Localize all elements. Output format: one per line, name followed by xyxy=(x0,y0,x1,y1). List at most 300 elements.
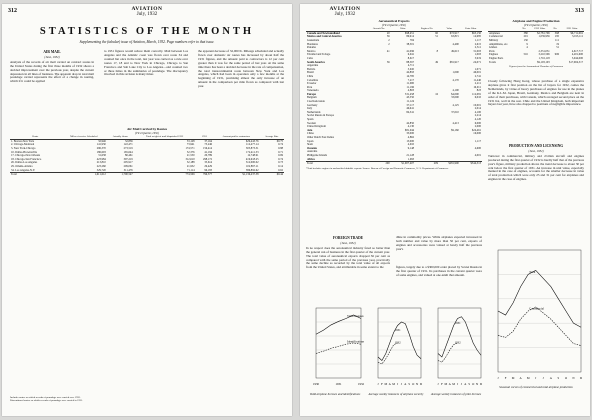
table-sub: (First Quarter, 1932) xyxy=(382,23,406,27)
air-mail-column-2 xyxy=(104,50,188,77)
table-cell: $0.75 xyxy=(276,139,283,143)
chart-caption: Valid airplane licenses and identifications xyxy=(309,392,361,396)
table-cell: United Kingdom xyxy=(307,125,326,129)
table-cell: 37,164 xyxy=(204,139,213,143)
table-cell: 4,617,717 xyxy=(571,49,583,53)
table-cell: South America xyxy=(307,60,325,64)
table-cell: 4,100 xyxy=(474,110,481,114)
chart-caption: Seasonal curves of commercial and total airplane production xyxy=(499,385,573,389)
plot-frame xyxy=(498,250,581,372)
table-cell: 296,370 xyxy=(96,146,106,150)
table-cell: 51 xyxy=(435,35,438,39)
x-tick-label: S xyxy=(408,382,411,386)
table-cell: 312,610 xyxy=(185,157,195,161)
table-cell: Chile xyxy=(307,74,314,78)
table-cell: 21,952 xyxy=(186,164,195,168)
table-cell: Venezuela xyxy=(307,89,319,93)
table-cell: Czechoslovakia xyxy=(307,100,325,104)
x-tick-label: S xyxy=(468,382,471,386)
table-cell: $9,160 xyxy=(451,128,459,132)
column-header: Parts Value xyxy=(460,27,482,31)
series-label: Commercial xyxy=(529,306,545,311)
table-cell: Total xyxy=(307,162,313,166)
table-cell: 7,217 xyxy=(407,78,415,82)
table-cell: 24,071 xyxy=(473,60,481,64)
chart-0 xyxy=(306,304,364,408)
table-cell: 46,001 xyxy=(473,71,481,75)
table-cell: 368 xyxy=(554,31,559,35)
air-mail-column-3 xyxy=(198,50,284,89)
table-cell: 20 xyxy=(386,31,390,35)
column-header: Value xyxy=(391,27,415,31)
x-tick-label: D xyxy=(419,382,423,386)
table-cell: 6,941 xyxy=(407,53,415,57)
table-cell: $17,004,517 xyxy=(569,60,583,64)
table-cell: 1,093 xyxy=(407,157,415,161)
table-cell: 2,000 xyxy=(474,125,481,129)
table-cell: 35,614 xyxy=(204,161,213,165)
column-header: Aircraft No. xyxy=(367,27,391,31)
table-cell: 205,917 xyxy=(123,161,133,165)
table-cell: 130 xyxy=(523,38,528,42)
table-cell: 19 xyxy=(556,42,559,46)
table-cell: 16,000 xyxy=(473,132,481,136)
table-cell: Canada and Newfoundland xyxy=(307,31,340,35)
table-cell: 0.74 xyxy=(278,143,283,147)
table-cell: 195 xyxy=(554,35,559,39)
table-cell: 18. Chicago-San Francisco xyxy=(11,157,42,161)
table-cell: 33,000 xyxy=(451,96,459,100)
x-tick-label: O xyxy=(472,382,475,386)
series-line xyxy=(316,343,361,354)
table-cell: 4,001 xyxy=(474,153,481,157)
table-cell: 3. New York-Chicago xyxy=(11,146,36,150)
chart-svg xyxy=(428,304,484,388)
table-cell: 71,114 xyxy=(187,168,195,172)
table-cell: Honduras xyxy=(307,42,318,46)
table-cell: 34. Los Angeles-N.Y. xyxy=(11,168,36,172)
foreign-trade-paragraph-2: dline in commodity prices. While airplanes exported increased in both number and value by more than 50 per cent, exports of engines and accessories were valued at barely half the previous year's xyxy=(396,235,482,251)
table-cell: Ecuador xyxy=(307,82,317,86)
table-cell: 38,501 xyxy=(406,42,415,46)
table-cell: 2 xyxy=(388,38,390,42)
table-cell: Italy xyxy=(307,107,313,111)
column-header: Average Rate xyxy=(260,135,285,139)
column-header: Engines No. xyxy=(415,27,439,31)
table-cell: 213,810 xyxy=(96,161,106,165)
table-cell: 174,571 xyxy=(185,146,195,150)
table-cell: Military xyxy=(489,38,499,42)
table-cell: 298,172 xyxy=(202,157,213,161)
foreign-trade-paragraph-3: figures, largely due to a $300,000 order placed by Soviet Russia in the first quarter of 1931. Its purchases in the current quarter were of some engines, and valued at one-tenth that amount. xyxy=(396,265,482,277)
table-cell: 156,414 xyxy=(202,146,213,150)
table-cell: 774,506 xyxy=(185,173,195,177)
table-cell: Belgium xyxy=(307,96,317,100)
table-cell: $63,150 xyxy=(471,31,481,35)
table-cell: 31,638 xyxy=(98,154,106,158)
table-cell: 2,615 xyxy=(474,42,481,46)
series-line xyxy=(498,307,581,346)
footnotes xyxy=(10,396,284,402)
table-cell: Peru xyxy=(307,85,313,89)
table-cell: 0.74 xyxy=(278,157,283,161)
table-cell: Oceania xyxy=(307,146,317,150)
table-cell: 84,341 xyxy=(406,110,415,114)
table-row xyxy=(488,61,584,65)
x-tick-label: J xyxy=(400,382,403,386)
section-heading: AIR MAIL xyxy=(43,50,61,54)
table-cell: 43,550 xyxy=(406,96,415,100)
table-cell: 56 xyxy=(386,35,390,39)
table-cell: 21,550 xyxy=(186,154,195,158)
table-cell: 386,892.62 xyxy=(245,168,259,172)
chart-caption: Average weekly instances of airplane security xyxy=(368,392,424,396)
table-cell: 63,815 xyxy=(451,35,459,39)
x-tick-label: M xyxy=(444,382,448,386)
table-cell: 4,711 xyxy=(407,64,415,68)
table-cell: Argentina xyxy=(307,64,319,68)
table-cell: 14,985 xyxy=(473,35,481,39)
table-cell: Cuba xyxy=(307,56,313,60)
table-cell: 6,010 xyxy=(474,96,481,100)
footnote: Figures from the Aeronautical Chamber of Commerce xyxy=(508,65,564,69)
table-cell: Mexico xyxy=(307,49,316,53)
table-cell: Spain xyxy=(307,118,314,122)
table-cell: 14,785 xyxy=(406,74,415,78)
x-tick-label: F xyxy=(441,382,443,386)
table-cell: 17. Chicago-New Orleans xyxy=(11,154,41,158)
column-header: Total weight of mail dispatched 1932 xyxy=(134,135,196,139)
table-cell: 1,000 xyxy=(452,71,459,75)
table-cell: 419,618.25 xyxy=(245,157,259,161)
table-cell: Mexico and Central America xyxy=(307,35,342,39)
table-cell: 5,919 xyxy=(474,56,481,60)
table-cell: Gliders xyxy=(489,46,498,50)
table-cell: 11,000 xyxy=(406,82,415,86)
series-label: 1932 xyxy=(394,340,401,345)
table-cell: Other Dutch East Indies xyxy=(307,136,334,139)
table-cell: $72,917 xyxy=(449,31,459,35)
table-cell: Trinidad and Tobago xyxy=(307,53,331,57)
table-cell: 331,458 xyxy=(404,92,415,96)
table-cell: 11,196 xyxy=(406,85,415,89)
table-cell: 32,188 xyxy=(186,161,195,165)
table-cell: 32,836 xyxy=(125,139,133,143)
table-cell: 73,941 xyxy=(186,143,195,147)
table-cell: 2. Chicago-Montreal xyxy=(11,143,35,147)
section-heading: FOREIGN TRADE xyxy=(332,236,364,240)
table-cell: 4,120 xyxy=(474,118,481,122)
column-header: Miles of service Scheduled xyxy=(61,135,107,139)
table-cell: 0.69 xyxy=(278,154,283,158)
column-header: No. xyxy=(520,27,529,31)
column-header: Value xyxy=(439,27,460,31)
page-number: 313 xyxy=(575,8,584,14)
table-cell: Netherlands xyxy=(307,110,321,114)
table-cell: 4,910 xyxy=(407,143,415,147)
x-tick-label: M xyxy=(452,382,455,386)
x-tick-label: J xyxy=(542,376,544,380)
section-heading: PRODUCTION AND LICENSING xyxy=(508,144,564,148)
x-tick-label: A xyxy=(549,376,552,380)
x-tick-label: J xyxy=(396,382,399,386)
table-caption: Airplane and Engine Production xyxy=(512,19,560,23)
series-label: Valid licenses xyxy=(347,314,364,318)
table-cell: Soviet Russia in Europe xyxy=(307,114,334,118)
table-cell: 0.88 xyxy=(278,146,283,150)
table-cell: 3,044,000 xyxy=(571,56,583,60)
table-cell: 80,461 xyxy=(125,154,133,158)
table-caption: Air Mail Carried by Routes xyxy=(126,127,168,131)
table-cell: $98,451 xyxy=(404,31,415,35)
table-cell: 0.73 xyxy=(278,161,283,165)
table-cell: 796,377 xyxy=(202,173,213,177)
table-cell: 0.14 xyxy=(278,164,283,168)
column-header: Amount paid to contractors xyxy=(213,135,259,139)
table-cell: 397,219 xyxy=(123,157,133,161)
table-cell: $0.44 xyxy=(276,173,283,177)
table-cell: Amphibians, etc. xyxy=(489,42,509,46)
column-header: 1931 Value xyxy=(560,27,584,31)
table-cell: Australia xyxy=(307,150,318,154)
table-cell: 29,429 xyxy=(204,164,213,168)
table-cell: 186,693 xyxy=(96,150,106,154)
series-line xyxy=(438,343,458,362)
table-cell: 37,117 xyxy=(406,103,415,107)
running-head xyxy=(122,7,172,17)
series-label: Identifications xyxy=(347,339,364,344)
table-cell: 1,003 xyxy=(474,53,481,57)
x-tick-label: A xyxy=(519,376,522,380)
table-cell: 73,246 xyxy=(204,143,213,147)
paragraph: Analysis of the records of air mail carried on contract routes in the United States during the first three months of 1932 shows a decided improvement over the previous year, despite the current depression in all lines of business. The apparent drop in total mail poundage carried represents the effect of a change in routing, which if it could be applied xyxy=(10,59,94,84)
table-cell: Colombia xyxy=(307,78,319,82)
table-cell: Total xyxy=(11,173,17,177)
mail-data-table xyxy=(10,135,284,177)
paragraph: Closely following Hong Kong, whose purchase of a single expensive airplane gives it first position on the list of buyers for 1932, comes the Netherlands, by virtue of heavy purchases of engines for use in the planes of the K.L.M. Japan, Brazil, Germany, Mexico and Belgium are next in order of their purchases, with Canada, which averaged second place on the 1931 list, well in the rear. Chile and the United Kingdom, both important buyers last year, have also dropped to positions of negligible importance. xyxy=(488,79,584,107)
table-cell: Airplanes xyxy=(489,31,500,35)
hong-kong-paragraph xyxy=(488,80,584,107)
table-cell: Guatemala xyxy=(307,38,320,42)
table-cell: 3,013,111 xyxy=(572,35,583,39)
series-line xyxy=(378,343,398,364)
licensing-section xyxy=(488,144,584,182)
table-cell: 516 xyxy=(523,53,528,57)
table-cell: 6,000 xyxy=(474,121,481,125)
table-cell: 26. Dallas-Los Angeles xyxy=(11,161,38,165)
chart-production xyxy=(488,246,584,396)
table-cell: $81,044 xyxy=(404,128,415,132)
mail-table xyxy=(10,128,284,177)
table-cell: 4,413 xyxy=(452,121,459,125)
table-cell: Asia xyxy=(307,128,313,132)
table-cell: $24,461 xyxy=(471,128,481,132)
table-cell: 4 xyxy=(526,46,528,50)
table-cell: 141,930 xyxy=(96,143,106,147)
total-row xyxy=(10,173,284,177)
table-cell: 4,862 xyxy=(407,136,415,139)
x-tick-label: D xyxy=(479,382,483,386)
table-cell: 4,100 xyxy=(452,89,459,93)
table-cell: 9 xyxy=(526,42,528,46)
table-cell: 112,081 xyxy=(472,92,481,96)
table-cell: 2,211 xyxy=(474,82,481,86)
footnote: Discontinued routes on which records of poundage were carried in 1931. xyxy=(10,399,83,402)
x-tick-label: A xyxy=(464,382,467,386)
table-cell: 122,471 xyxy=(123,143,133,147)
air-mail-column-1 xyxy=(10,50,94,84)
x-tick-label: N xyxy=(416,382,419,386)
table-cell: 102,897.11 xyxy=(246,164,259,168)
table-cell: 1. Boston-New York xyxy=(11,139,34,143)
table-cell: 4,201,600 xyxy=(571,53,583,57)
table-cell: 423,984 xyxy=(96,157,106,161)
table-cell: Europe xyxy=(307,92,316,96)
running-head xyxy=(320,7,370,17)
table-cell: 96,183 xyxy=(204,168,213,172)
table-cell: 201 xyxy=(523,35,528,39)
table-cell: $6,711,061 xyxy=(570,31,583,35)
column-header: 1931 xyxy=(196,135,213,139)
paragraph: Turnover in commercial, military and civilian aircraft and engines produced during the first quarter of 1932 is hardly half that of the previous year's figure, military production shows the trend decrease to about 30 per cent below the first quarter of 1931. An increase in unit value, especially marked in the case of engines, accounts for the smaller decrease in value of total production which were only 25 and 31 per cent for airplanes and engines in the case of engines. xyxy=(488,153,584,182)
footnote: *Total includes engines in unclassified dutiable exports. Source: Bureau of Foreign and Domestic Commerce, U. S. Department of Commerce. xyxy=(306,166,449,170)
table-cell: 200 xyxy=(385,162,390,166)
table-cell: 4,125 xyxy=(452,103,459,107)
table-cell: 56 xyxy=(386,60,390,64)
table-cell: $29,443.76 xyxy=(245,139,259,143)
exports-table xyxy=(306,20,482,170)
x-tick-label: A xyxy=(448,382,451,386)
table-cell: Siam xyxy=(307,143,313,147)
table-cell: $4,000 xyxy=(451,92,459,96)
table-cell: $1,136,437.38 xyxy=(242,173,259,177)
paragraph: to 1931 figures would reduce them correctly. Mail between Los Angeles and the Atlantic coast was flown over route 34 and counted but once in the total, last year was carried as a rule over routes 17, 18 and to New York in Chicago, Chicago to San Francisco and Salt Lake City to Los Angeles—and counted two or three times in the summaries of poundage. The discrepancy involved in this revision is many times xyxy=(104,49,188,77)
table-cell: Parts xyxy=(489,49,495,53)
table-cell: 165,644 xyxy=(123,150,133,154)
x-tick-label: J xyxy=(460,382,463,386)
column-header: No. xyxy=(551,27,560,31)
x-tick-label: A xyxy=(388,382,391,386)
table-cell: 172,411.53 xyxy=(246,150,259,154)
table-cell: 311,476 xyxy=(123,168,133,172)
series-label: Total xyxy=(529,269,536,274)
table-cell: 3,210,506 xyxy=(538,53,550,57)
table-cell: 2,331,031 xyxy=(538,49,550,53)
x-tick-label: 1930 xyxy=(313,382,319,386)
table-cell: Germany xyxy=(307,103,318,107)
table-cell: $2,781,706 xyxy=(537,31,550,35)
table-cell: 60 xyxy=(435,31,438,35)
section-sub: (June, 1932) xyxy=(528,148,544,153)
x-tick-label: N xyxy=(476,382,479,386)
column-header: Route xyxy=(10,135,61,139)
table-cell: 10,001 xyxy=(473,103,481,107)
table-cell: 10. Dallas-Brownsville xyxy=(11,150,37,154)
table-cell: Philippine Islands xyxy=(307,153,328,157)
x-tick-label: O xyxy=(412,382,415,386)
paragraph: In no respect does the aeronautical industry fared so better than the general run of business in the first quarter of the current year. The total value of aeronautical exports dropped 36 per cent as compared with the same period of the previous year, practically the same decline as recorded by the total value of all exports from the United States, and attributable in some extent to the xyxy=(306,245,390,270)
chart-1 xyxy=(368,304,424,408)
table-cell: 46,641 xyxy=(406,107,415,111)
x-tick-label: J xyxy=(456,382,459,386)
x-tick-label: J xyxy=(377,382,379,386)
right-page xyxy=(300,4,590,416)
table-cell: Japan xyxy=(307,139,314,143)
x-tick-label: N xyxy=(572,376,575,380)
table-cell: 9,148 xyxy=(407,146,415,150)
table-cell: 1,716,118 xyxy=(538,56,550,60)
table-cell: 4,600 xyxy=(474,146,481,150)
table-cell: 1,071 xyxy=(474,67,481,71)
chart-2 xyxy=(428,304,484,408)
x-tick-label: M xyxy=(384,382,388,386)
x-tick-label: O xyxy=(564,376,567,380)
table-cell: 15,000 xyxy=(406,139,415,143)
x-tick-label: J xyxy=(497,376,499,380)
x-tick-label: A xyxy=(404,382,407,386)
table-cell: 2,511 xyxy=(474,46,481,50)
series-label: 1931 xyxy=(454,321,461,325)
table-cell: China xyxy=(307,132,314,136)
table-cell: 41,194 xyxy=(204,150,213,154)
table-cell: 2,014 xyxy=(474,107,481,111)
table-cell: 42,893 xyxy=(406,71,415,75)
table-cell: Engine Parts xyxy=(489,56,504,60)
table-cell: 4,400 xyxy=(452,42,459,46)
table-cell: 704 xyxy=(409,38,415,42)
page-title: STATISTICS OF THE MONTH xyxy=(39,26,255,37)
table-cell: 37,010 xyxy=(451,110,459,114)
chart-caption: Average weekly instances of pilot licenses xyxy=(430,392,482,396)
table-cell: 32,946 xyxy=(98,139,106,143)
table-cell: 41 xyxy=(386,49,390,53)
table-cell: 1,611,612 xyxy=(94,173,106,177)
exports-data-table xyxy=(306,27,482,166)
table-caption: Aeronautical Exports xyxy=(378,19,410,23)
table-cell: 4,803 xyxy=(407,89,415,93)
table-cell: 4,170 xyxy=(452,78,459,82)
table-cell: 86,914 xyxy=(406,35,415,39)
table-cell: 8,617 xyxy=(407,56,415,60)
table-cell: 31,003 xyxy=(473,49,481,53)
table-cell: $9,103,103 xyxy=(537,60,550,64)
table-cell: 49 xyxy=(435,60,438,64)
x-tick-label: J xyxy=(535,376,537,380)
running-head-title: AVIATION xyxy=(131,6,163,12)
table-cell: $81,917 xyxy=(449,60,459,64)
table-cell: 209 xyxy=(433,162,438,166)
table-cell: 1,117 xyxy=(474,139,481,143)
series-label: 1932 xyxy=(454,340,461,345)
x-tick-label: F xyxy=(504,376,507,380)
table-cell: 42,850 xyxy=(406,121,415,125)
x-tick-label: D xyxy=(579,376,583,380)
table-cell: 2,741 xyxy=(474,74,481,78)
foreign-trade-section xyxy=(306,236,390,270)
table-cell: 52,376 xyxy=(186,150,195,154)
table-cell: 2,214 xyxy=(474,114,481,118)
x-tick-label: F xyxy=(381,382,383,386)
x-tick-label: M xyxy=(511,376,515,380)
x-tick-label: M xyxy=(392,382,395,386)
page-number: 312 xyxy=(8,8,17,14)
table-cell xyxy=(551,61,560,65)
table-cell: 112,477.14 xyxy=(246,143,259,147)
table-cell: 21,128 xyxy=(406,153,415,157)
table-cell: Sweden xyxy=(307,121,316,125)
table-cell: 11,124 xyxy=(406,100,415,104)
table-cell: 20,789 xyxy=(204,154,213,158)
